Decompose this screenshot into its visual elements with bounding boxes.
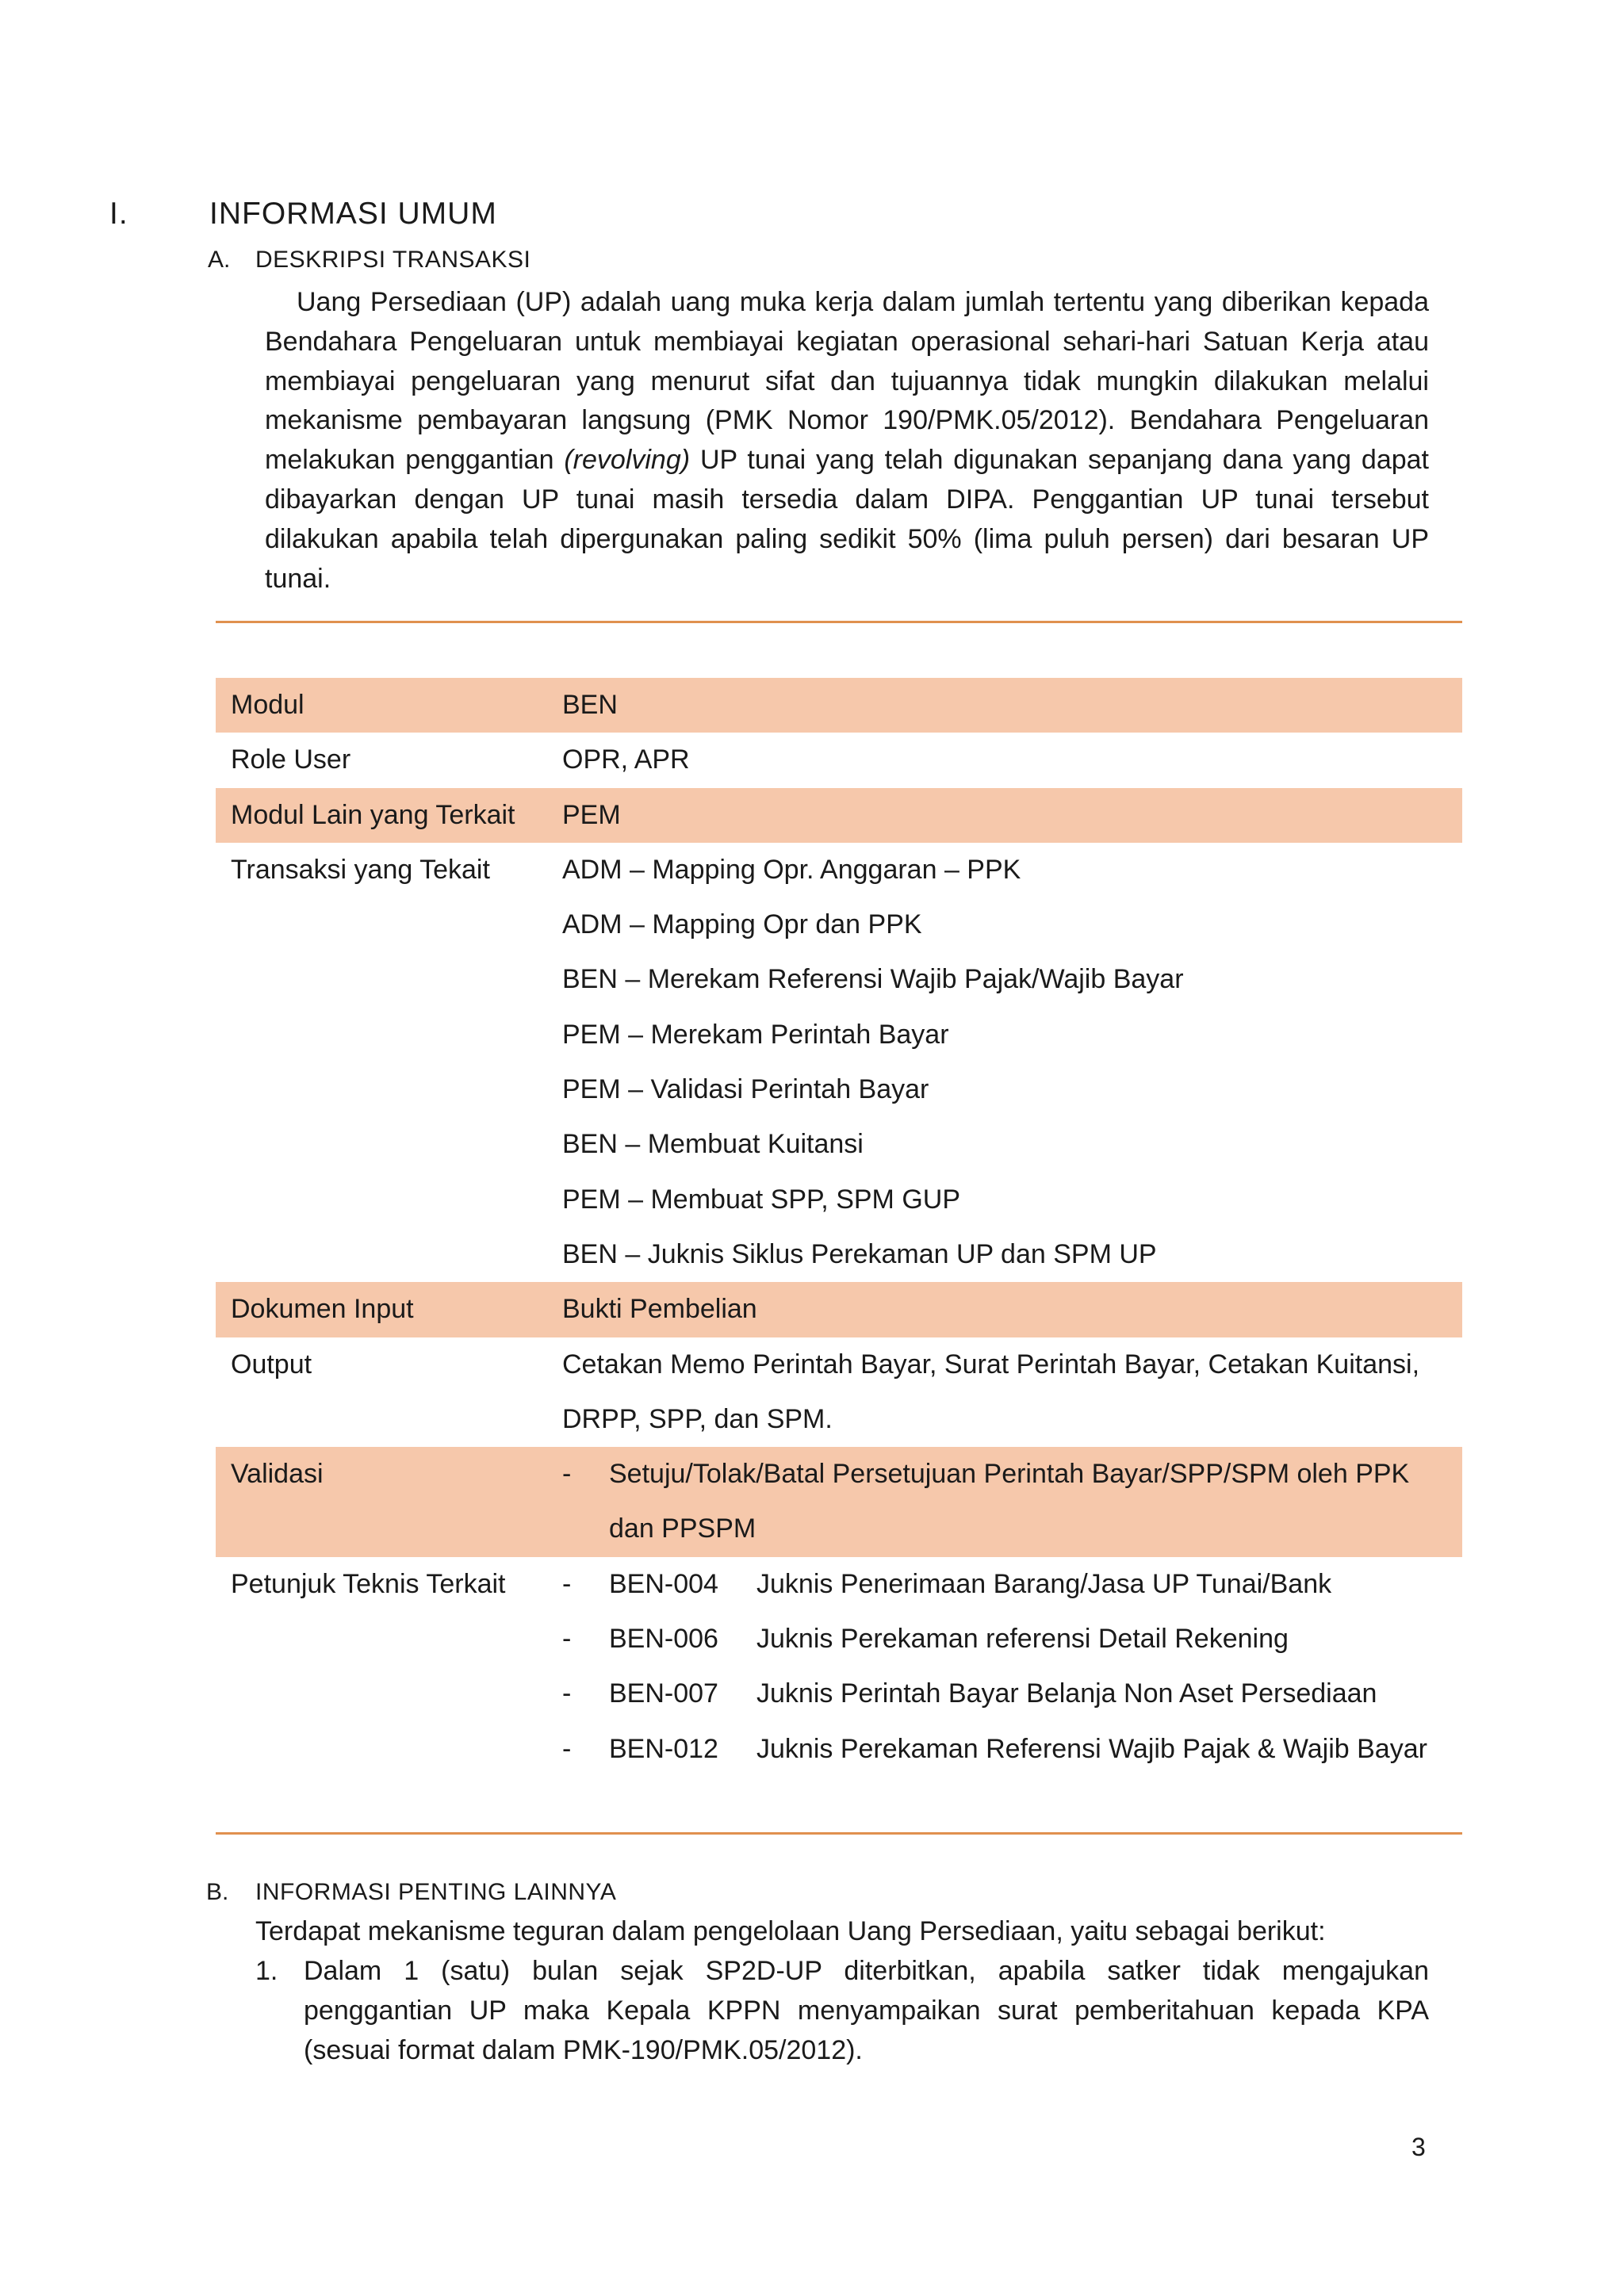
petunjuk-item [562, 1612, 1462, 1667]
transaksi-item: BEN – Merekam Referensi Wajib Pajak/Wajib Bayar [562, 964, 1184, 995]
intro-b-text: Terdapat mekanisme teguran dalam pengelolaan Uang Persediaan, yaitu sebagai berikut: [255, 1916, 1326, 1946]
divider-bottom [216, 1832, 1462, 1835]
transaksi-item: BEN – Juknis Siklus Perekaman UP dan SPM UP [562, 1238, 1157, 1269]
list-item-text: Dalam 1 (satu) bulan sejak SP2D-UP diterbitkan, apabila satker tidak mengajukan penggantian UP maka Kepala KPPN menyampaikan surat pemberitahuan kepada KPA (sesuai format dalam PMK-190/PMK.05/2012). [304, 1956, 1429, 2065]
dash-bullet: - [562, 1568, 572, 1599]
dash-bullet: - [562, 1459, 572, 1490]
role-user-value: OPR, APR [562, 744, 690, 775]
petunjuk-item [562, 1722, 1462, 1777]
petunjuk-values [562, 1557, 1462, 1777]
validasi-line [562, 1502, 1462, 1556]
juknis-desc: Juknis Penerimaan Barang/Jasa UP Tunai/Bank [756, 1568, 1332, 1599]
table-row [216, 1337, 1462, 1448]
table-row [216, 733, 1462, 787]
petunjuk-item [562, 1667, 1462, 1721]
validasi-line [562, 1447, 1462, 1502]
validasi-value [562, 1447, 1462, 1557]
juknis-desc: Juknis Perintah Bayar Belanja Non Aset Persediaan [756, 1678, 1377, 1709]
transaksi-label: Transaksi yang Tekait [231, 854, 490, 885]
dash-bullet: - [562, 1678, 572, 1709]
output-line: DRPP, SPP, dan SPM. [562, 1403, 833, 1434]
table-row [216, 788, 1462, 843]
subsection-b-title: INFORMASI PENTING LAINNYA [255, 1879, 617, 1905]
table-row [216, 1282, 1462, 1337]
table-row [216, 1447, 1462, 1557]
info-table [216, 678, 1462, 1777]
transaksi-item: PEM – Membuat SPP, SPM GUP [562, 1184, 960, 1215]
dokumen-input-label: Dokumen Input [216, 1282, 562, 1337]
validasi-label: Validasi [216, 1447, 562, 1557]
transaksi-item: PEM – Merekam Perintah Bayar [562, 1019, 949, 1050]
section-title: INFORMASI UMUM [209, 197, 497, 231]
transaksi-item: PEM – Validasi Perintah Bayar [562, 1074, 929, 1105]
table-row [216, 843, 1462, 1282]
description-part2: UP tunai yang telah digunakan sepanjang dana yang dapat dibayarkan dengan UP tunai masih tersedia dalam DIPA. Penggantian UP tunai tersebut dilakukan apabila telah dipergunakan paling sedikit 50% (lima puluh persen) dari besaran UP tunai. [265, 445, 1430, 594]
role-user-label: Role User [231, 744, 351, 775]
description-paragraph [265, 283, 1429, 599]
validasi-text: Setuju/Tolak/Batal Persetujuan Perintah Bayar/SPP/SPM oleh PPK [609, 1459, 1410, 1490]
juknis-desc: Juknis Perekaman referensi Detail Rekening [756, 1624, 1289, 1655]
table-row [216, 678, 1462, 733]
modul-label: Modul [216, 678, 562, 733]
dokumen-input-value: Bukti Pembelian [562, 1282, 1462, 1337]
subsection-b-letter: B. [206, 1879, 229, 1905]
dash-bullet: - [562, 1624, 572, 1655]
description-italic: (revolving) [564, 445, 691, 476]
divider-top [216, 621, 1462, 623]
description-part1: Uang Persediaan (UP) adalah uang muka kerja dalam jumlah tertentu yang diberikan kepada Bendahara Pengeluaran untuk membiayai kegiatan operasional sehari-hari Satuan Kerja atau membiayai pengeluaran yang menurut sifat dan tujuannya tidak mungkin dilakukan melalui mekanisme pembayaran langsung (PMK Nomor 190/PMK.05/2012). Bendahara Pengeluaran melakukan penggantian [265, 287, 1429, 476]
juknis-code: BEN-004 [609, 1568, 718, 1599]
transaksi-item: BEN – Membuat Kuitansi [562, 1129, 864, 1160]
transaksi-values [562, 843, 1462, 1282]
output-line: Cetakan Memo Perintah Bayar, Surat Perintah Bayar, Cetakan Kuitansi, [562, 1349, 1420, 1380]
modul-value: BEN [562, 678, 1462, 733]
output-label: Output [231, 1349, 312, 1380]
juknis-desc: Juknis Perekaman Referensi Wajib Pajak & Wajib Bayar [756, 1733, 1427, 1764]
validasi-text: dan PPSPM [609, 1513, 756, 1544]
modul-lain-label: Modul Lain yang Terkait [216, 788, 562, 843]
table-row [216, 1557, 1462, 1777]
output-value [562, 1337, 1462, 1448]
petunjuk-item [562, 1557, 1462, 1612]
dash-bullet: - [562, 1733, 572, 1764]
juknis-code: BEN-006 [609, 1624, 718, 1655]
page-number: 3 [1411, 2133, 1426, 2161]
section-number: I. [109, 197, 128, 231]
modul-lain-value: PEM [562, 788, 1462, 843]
juknis-code: BEN-007 [609, 1678, 718, 1709]
petunjuk-label: Petunjuk Teknis Terkait [231, 1568, 506, 1599]
juknis-code: BEN-012 [609, 1733, 718, 1764]
subsection-a-title: DESKRIPSI TRANSAKSI [255, 247, 531, 273]
subsection-a-letter: A. [208, 247, 231, 273]
list-item-number: 1. [255, 1956, 278, 1986]
transaksi-item: ADM – Mapping Opr. Anggaran – PPK [562, 854, 1021, 885]
transaksi-item: ADM – Mapping Opr dan PPK [562, 909, 922, 940]
